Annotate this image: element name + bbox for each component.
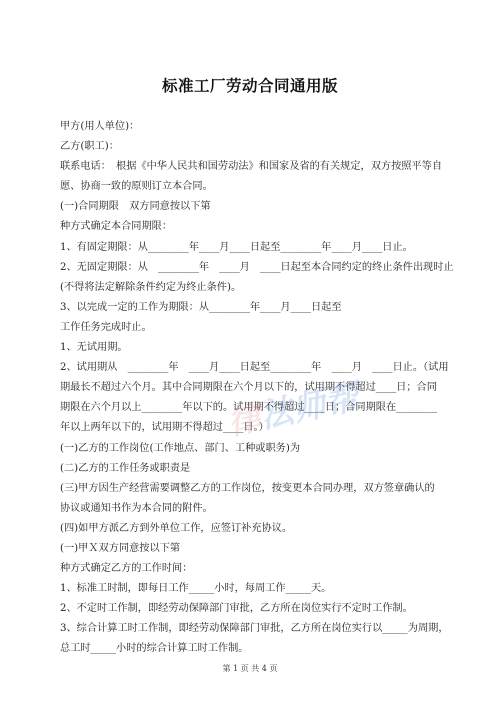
body-line: 工作任务完成时止。 <box>60 321 152 333</box>
body-line: 种方式确定本合同期限： <box>60 221 173 233</box>
body-line: 3、以完成一定的工作为期限：从________年____月____日起至 <box>60 301 342 313</box>
body-line: 种方式确定乙方的工作时间： <box>60 563 193 575</box>
body-line: 2、试用期从 ________年 ____月____日起至________年 ____月 ____日止。（试用 <box>60 362 449 374</box>
document-body <box>60 117 460 660</box>
body-line: (一)乙方的工作岗位(工作地点、部门、工种或职务)为 <box>60 442 301 454</box>
body-line: 期限在六个月以上________年以下的。试用期不得超过____日；合同期限在________ <box>60 402 437 414</box>
document-title: 标准工厂劳动合同通用版 <box>161 77 338 95</box>
body-line: 期最长不超过六个月。其中合同期限在六个月以下的，试用期不得超过____日；合同 <box>60 382 437 394</box>
body-line: 协议或通知书作为本合同的附件。 <box>60 502 213 514</box>
body-line: (不得将法定解除条件约定为终止条件)。 <box>60 281 242 293</box>
page-footer: 第 1 页 共 4 页 <box>222 664 278 673</box>
body-line: (一)合同期限 双方同意按以下第 <box>60 201 211 213</box>
body-line: 2、不定时工作制，即经劳动保障部门审批，乙方所在岗位实行不定时工作制。 <box>60 603 413 615</box>
body-line: 1、标准工时制，即每日工作_____小时，每周工作_____天。 <box>60 583 332 595</box>
body-line: (二)乙方的工作任务或职责是 <box>60 462 191 474</box>
watermark-part-1: 律 <box>224 397 265 443</box>
body-line: 1、有固定期限：从________年____月____日起至________年____月____日止。 <box>60 241 413 253</box>
body-line: 年以上两年以下的，试用期不得超过____日。） <box>60 422 269 434</box>
body-line: 1、无试用期。 <box>60 342 128 354</box>
body-line: 愿、协商一致的原则订立本合同。 <box>60 181 213 193</box>
watermark-part-2: 法师帮 <box>256 376 362 436</box>
body-line: (四)如甲方派乙方到外单位工作，应签订补充协议。 <box>60 522 293 534</box>
body-line: 甲方(用人单位)： <box>60 121 140 132</box>
body-line: 2、无固定期限：从 ________年 ____月 ____日起至本合同约定的终止条件出现时止 <box>60 261 454 273</box>
body-line: 乙方(职工)： <box>60 141 119 153</box>
body-line: (一)甲Ｘ双方同意按以下第 <box>60 542 181 554</box>
body-line: 3、综合计算工时工作制，即经劳动保障部门审批，乙方所在岗位实行以_____为周期， <box>60 623 449 635</box>
body-line: 联系电话： 根据《中华人民共和国劳动法》和国家及省的有关规定，双方按照平等自 <box>60 161 443 173</box>
body-line: 总工时_____小时的综合计算工时工作制。 <box>60 643 249 655</box>
body-line: (三)甲方因生产经营需要调整乙方的工作岗位，按变更本合同办理，双方签章确认的 <box>60 482 435 494</box>
